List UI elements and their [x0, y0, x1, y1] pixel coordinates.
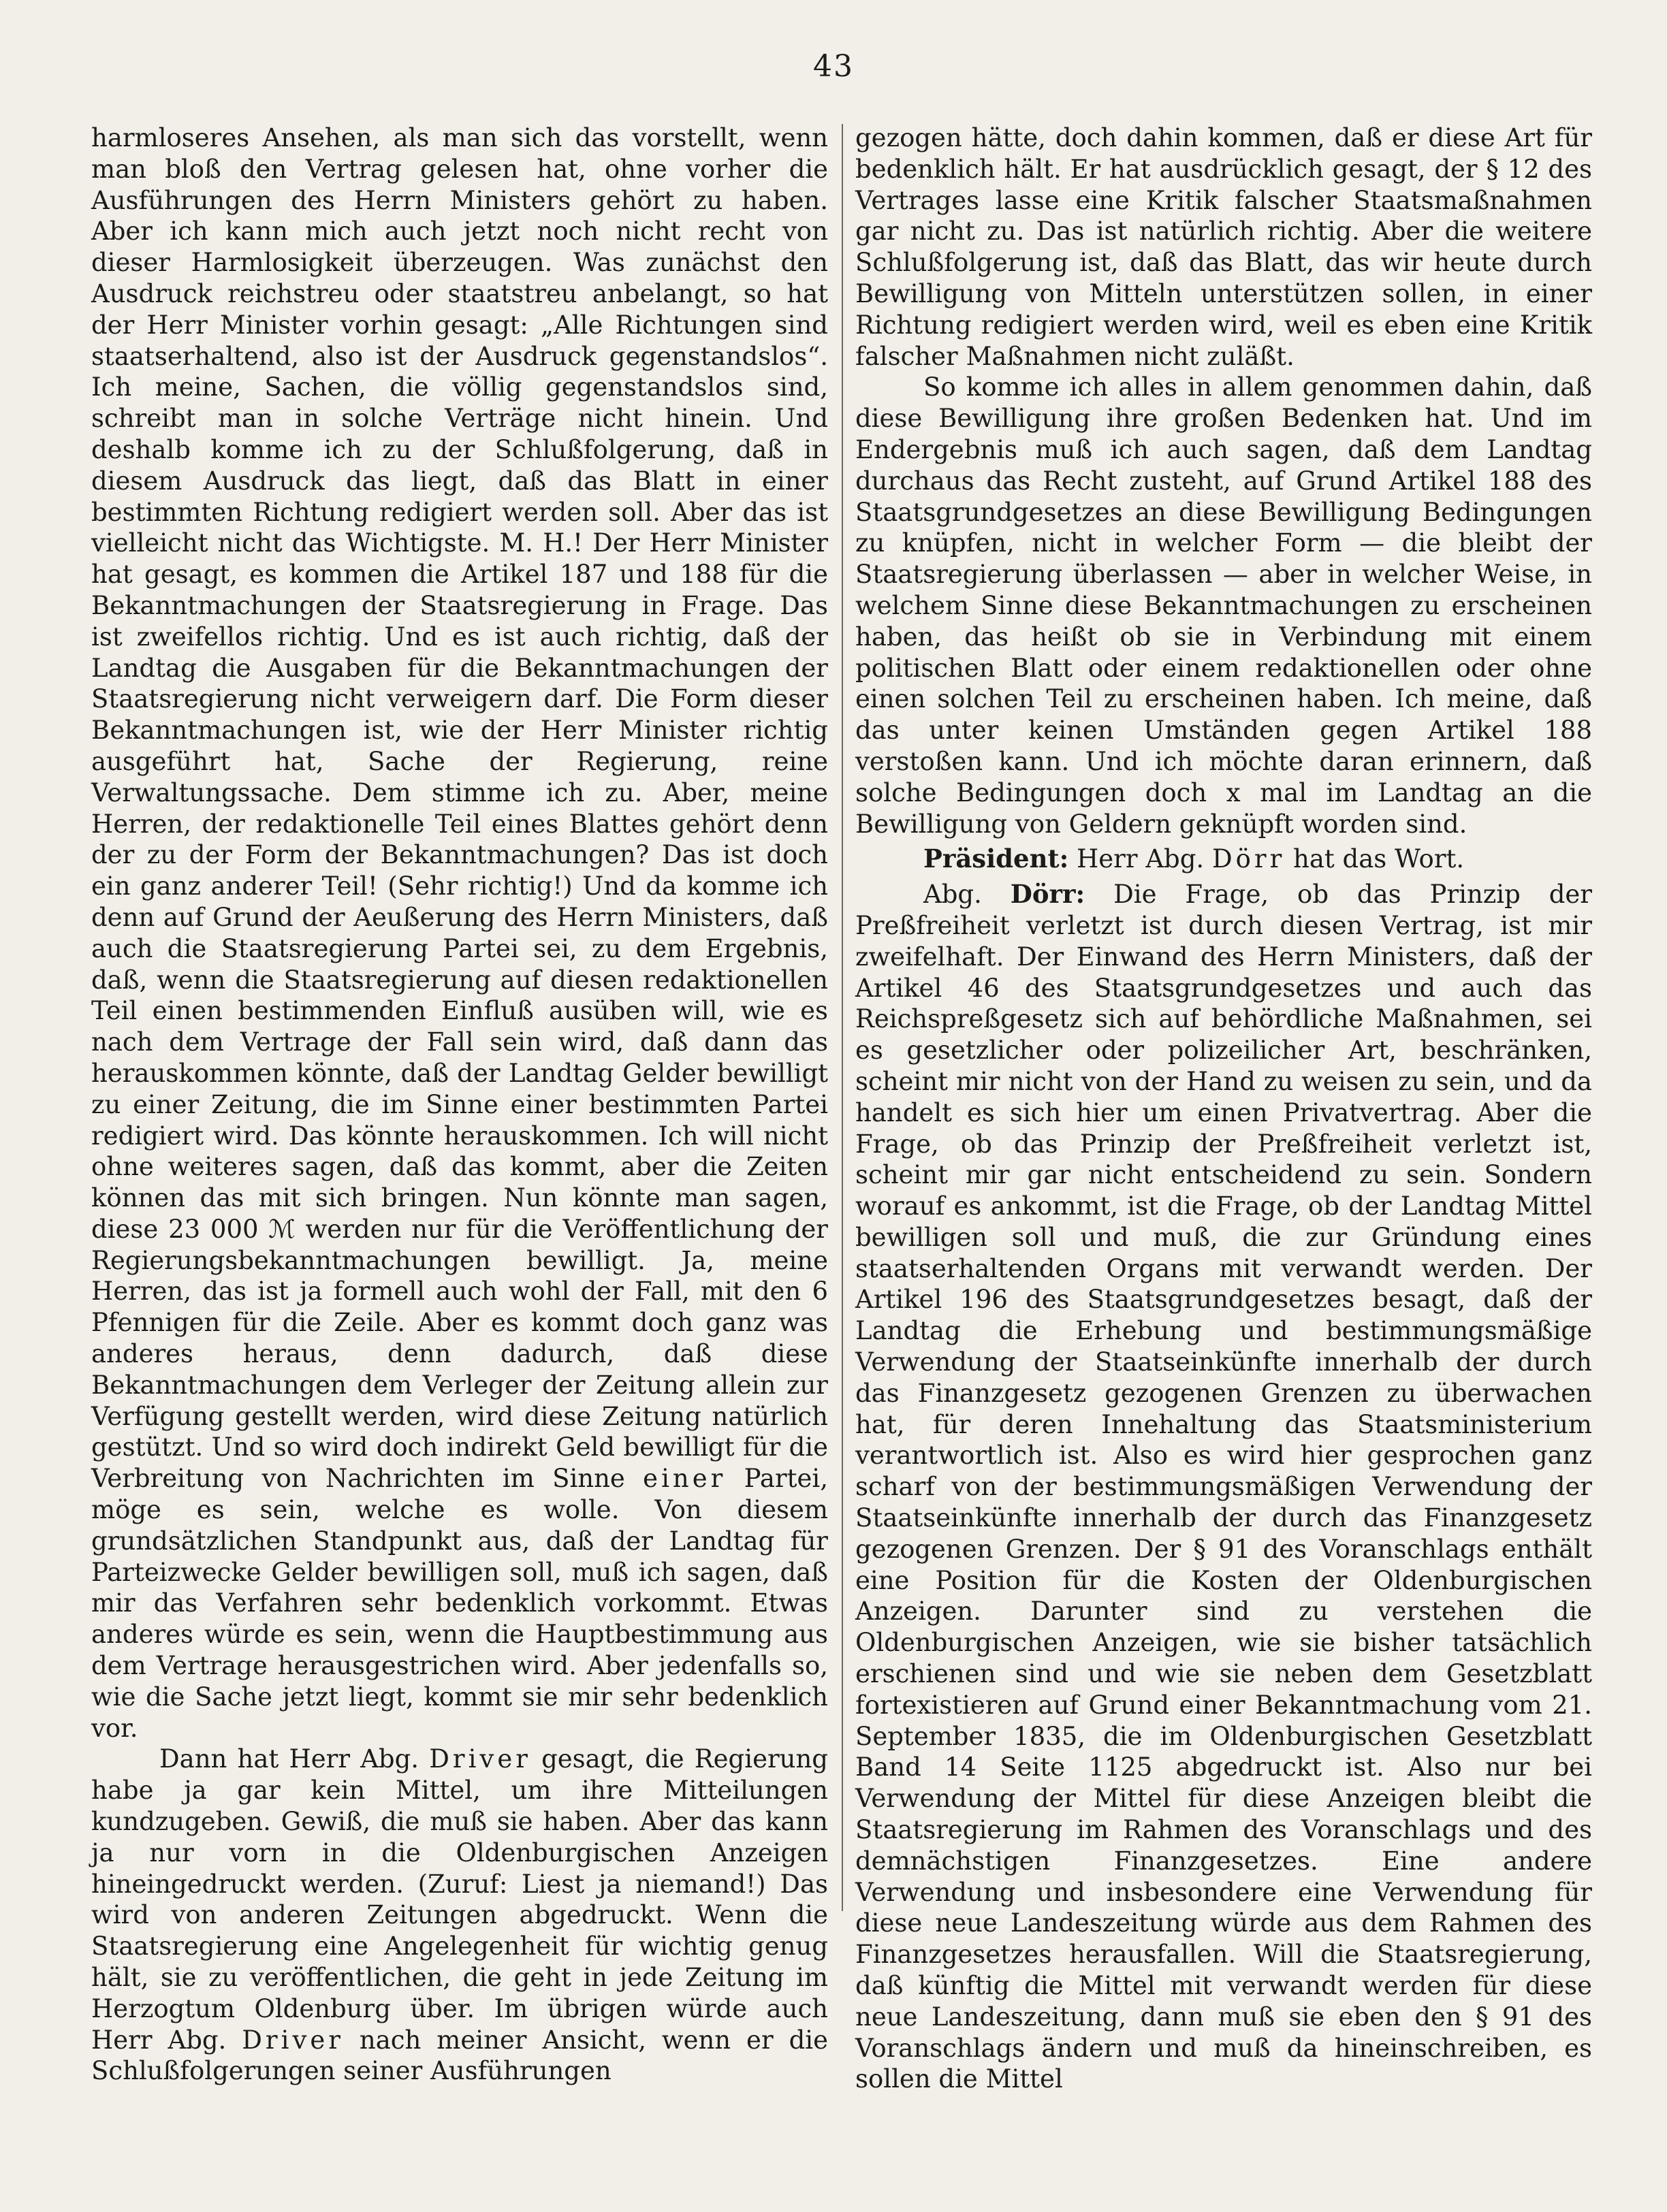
right-paragraph-2: So komme ich alles in allem genommen dahin, daß diese Bewilligung ihre großen Bedenken hat. Und im Endergebnis muß ich auch sagen, daß dem Landtag durchaus das Recht zusteht, auf Grund Artikel 188 des Staatsgrundgesetzes an diese Bewilligung Bedingungen zu knüpfen, nicht in welcher Form — die bleibt der Staatsregierung überlassen — aber in welcher Weise, in welchem Sinne diese Bekanntmachungen zu erscheinen haben, das heißt ob sie in Verbindung mit einem politischen Blatt oder einem redaktionellen oder ohne einen solchen Teil zu erscheinen haben. Ich meine, daß das unter keinen Umständen gegen Artikel 188 verstoßen kann. Und ich möchte daran erinnern, daß solche Bedingungen doch x mal im Landtag an die Bewilligung von Geldern geknüpft worden sind. — [855, 372, 1592, 839]
speaker-name-doerr: Dörr — [1211, 844, 1286, 874]
doerr-speaker-label: Dörr: — [1010, 879, 1085, 910]
left-paragraph-1-text: harmloseres Ansehen, als man sich das vorstellt, wenn man bloß den Vertrag gelesen hat, ohne vorher die Ausführungen des Herrn Ministers gehört zu haben. Aber ich kann mich auch jetzt noch nicht recht von dieser Harmlosigkeit überzeugen. Was zunächst den Ausdruck reichstreu oder staatstreu anbelangt, so hat der Herr Minister vorhin gesagt: „Alle Richtungen sind staatserhaltend, also ist der Ausdruck gegenstandslos“. Ich meine, Sachen, die völlig gegenstandslos sind, schreibt man in solche Verträge nicht hinein. Und deshalb komme ich zu der Schlußfolgerung, daß in diesem Ausdruck das liegt, daß das Blatt in einer bestimmten Richtung redigiert werden soll. Aber das ist vielleicht nicht das Wichtigste. M. H.! Der Herr Minister hat gesagt, es kommen die Artikel 187 und 188 für die Bekanntmachungen der Staatsregierung in Frage. Das ist zweifellos richtig. Und es ist auch richtig, daß der Landtag die Ausgaben für die Bekanntmachungen der Staatsregierung nicht verweigern darf. Die Form dieser Bekanntmachungen ist, wie der Herr Minister richtig ausgeführt hat, Sache der Regierung, reine Verwaltungssache. Dem stimme ich zu. Aber, meine Herren, der redaktionelle Teil eines Blattes gehört denn der zu der Form der Bekanntmachungen? Das ist doch ein ganz anderer Teil! (Sehr richtig!) Und da komme ich denn auf Grund der Aeußerung des Herrn Ministers, daß auch die Staatsregierung Partei sei, zu dem Ergebnis, daß, wenn die Staatsregierung auf diesen redaktionellen Teil einen bestimmenden Einfluß ausüben will, wie es nach dem Vertrage der Fall sein wird, daß dann das herauskommen könnte, daß der Landtag Gelder bewilligt zu einer Zeitung, die im Sinne einer bestimmten Partei redigiert wird. Das könnte herauskommen. Ich will nicht ohne weiteres sagen, daß das kommt, aber die Zeiten können das mit sich bringen. Nun könnte man sagen, diese 23 000 ℳ werden nur für die Veröffentlichung der Regierungsbekanntmachungen bewilligt. Ja, meine Herren, das ist ja formell auch wohl der Fall, mit den 6 Pfennigen für die Zeile. Aber es kommt doch ganz was anderes heraus, denn dadurch, daß diese Bekanntmachungen dem Verleger der Zeitung allein zur Verfügung gestellt werden, wird diese Zeitung natürlich gestützt. Und so wird doch indirekt Geld bewilligt für die Verbreitung von Nachrichten im Sinne — [91, 123, 828, 1494]
page-number: 43 — [813, 49, 854, 84]
doerr-speech-text: Die Frage, ob das Prinzip der Preßfreiheit verletzt ist durch diesen Vertrag, ist mir zweifelhaft. Der Einwand des Herrn Ministers, daß der Artikel 46 des Staatsgrundgesetzes und auch das Reichspreßgesetz sich auf behördliche Maßnahmen, sei es gesetzlicher oder polizeilicher Art, beschränken, scheint mir nicht von der Hand zu weisen zu sein, und da handelt es sich hier um einen Privatvertrag. Aber die Frage, ob das Prinzip der Preßfreiheit verletzt ist, scheint mir gar nicht entscheidend zu sein. Sondern worauf es ankommt, ist die Frage, ob der Landtag Mittel bewilligen soll und muß, die zur Gründung eines staatserhaltenden Organs mit verwandt werden. Der Artikel 196 des Staatsgrundgesetzes besagt, daß der Landtag die Erhebung und bestimmungsmäßige Verwendung der Staatseinkünfte innerhalb der durch das Finanzgesetz gezogenen Grenzen zu überwachen hat, für deren Innehaltung das Staatsministerium verantwortlich ist. Also es wird hier gesprochen ganz scharf von der bestimmungsmäßigen Verwendung der Staatseinkünfte innerhalb der durch das Finanzgesetz gezogenen Grenzen. Der § 91 des Voranschlags enthält eine Position für die Kosten der Oldenburgischen Anzeigen. Darunter sind zu verstehen die Oldenburgischen Anzeigen, wie sie bisher tatsächlich erschienen sind und wie sie neben dem Gesetzblatt fortexistieren auf Grund einer Bekanntmachung vom 21. September 1835, die im Oldenburgischen Gesetzblatt Band 14 Seite 1125 abgedruckt ist. Also nur bei Verwendung der Mittel für diese Anzeigen bleibt die Staatsregierung im Rahmen des Voranschlags und des demnächstigen Finanzgesetzes. Eine andere Verwendung und insbesondere eine Verwendung für diese neue Landeszeitung würde aus dem Rahmen des Finanzgesetzes herausfallen. Will die Staatsregierung, daß künftig die Mittel mit verwandt werden für diese neue Landeszeitung, dann muß sie eben den § 91 des Voranschlags ändern und muß da hineinschreiben, es sollen die Mittel — [855, 880, 1592, 2094]
speaker-name-driver-2: Driver — [242, 2025, 344, 2055]
left-paragraph-2-text-c: nach meiner Ansicht, wenn er die Schlußfolgerungen seiner Ausführungen — [91, 2025, 828, 2086]
doerr-prefix: Abg. — [923, 880, 982, 910]
left-paragraph-2-text-b: gesagt, die Regierung habe ja gar kein Mittel, um ihre Mitteilungen kundzugeben. Gewiß, die muß sie haben. Aber das kann ja nur vorn in die Oldenburgischen Anzeigen hineingedruckt werden. (Zuruf: Liest ja niemand!) Das wird von anderen Zeitungen abgedruckt. Wenn die Staatsregierung eine Angelegenheit für wichtig genug hält, sie zu veröffentlichen, die geht in jede Zeitung im Herzogtum Oldenburg über. Im übrigen würde auch Herr Abg. — [91, 1744, 828, 2055]
president-text-a: Herr Abg. — [1077, 844, 1205, 874]
right-column — [855, 123, 1592, 2095]
doerr-speech — [855, 879, 1592, 2095]
right-paragraph-1: gezogen hätte, doch dahin kommen, daß er diese Art für bedenklich hält. Er hat ausdrücklich gesagt, der § 12 des Vertrages lasse eine Kritik falscher Staatsmaßnahmen gar nicht zu. Das ist natürlich richtig. Aber die weitere Schlußfolgerung ist, daß das Blatt, das wir heute durch Bewilligung von Mitteln unterstützen sollen, in einer Richtung redigiert werden wird, weil es eben eine Kritik falscher Maßnahmen nicht zuläßt. — [855, 123, 1592, 371]
left-column — [91, 123, 828, 2087]
column-divider — [842, 124, 843, 1911]
president-statement — [855, 844, 1592, 875]
spaced-word-einer: einer — [643, 1464, 727, 1494]
president-text-b: hat das Wort. — [1293, 844, 1465, 874]
speaker-name-driver: Driver — [429, 1744, 531, 1774]
left-paragraph-1-tail: Partei, möge es sein, welche es wolle. Von diesem grundsätzlichen Standpunkt aus, daß der Landtag für Parteizwecke Gelder bewilligen soll, muß ich sagen, daß mir das Verfahren sehr bedenklich vorkommt. Etwas anderes würde es sein, wenn die Hauptbestimmung aus dem Vertrage herausgestrichen wird. Aber jedenfalls so, wie die Sache jetzt liegt, kommt sie mir sehr bedenklich vor. — [91, 1464, 828, 1743]
president-label: Präsident: — [923, 844, 1069, 874]
left-paragraph-1 — [91, 123, 828, 1744]
left-paragraph-2-text-a: Dann hat Herr Abg. — [159, 1744, 419, 1774]
left-paragraph-2 — [91, 1744, 828, 2087]
